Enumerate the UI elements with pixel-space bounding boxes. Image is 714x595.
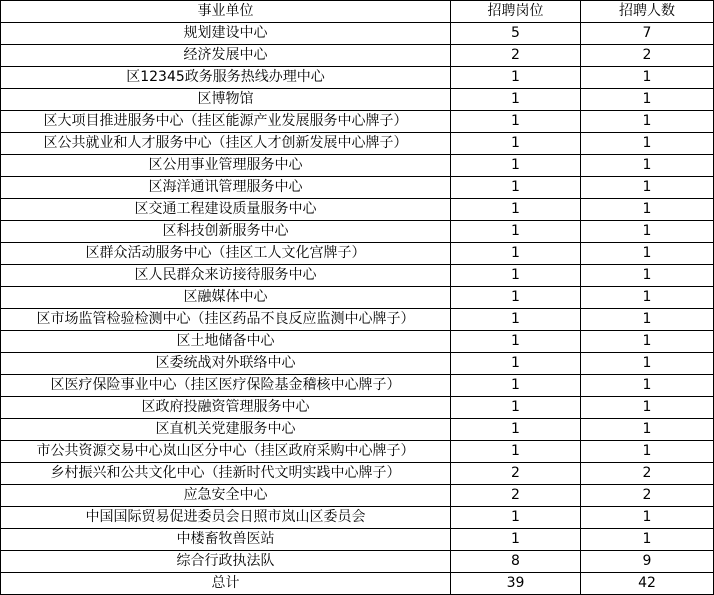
table-row: [1, 265, 714, 287]
cell-unit: 区公共就业和人才服务中心（挂区人才创新发展中心牌子）: [1, 133, 451, 155]
cell-positions: 2: [451, 463, 581, 485]
cell-unit: 区土地储备中心: [1, 331, 451, 353]
table-row: [1, 397, 714, 419]
table-total-row: [1, 573, 714, 595]
table-row: [1, 89, 714, 111]
cell-positions: 8: [451, 551, 581, 573]
table-row: [1, 287, 714, 309]
cell-count: 1: [581, 243, 714, 265]
cell-unit: 区公用事业管理服务中心: [1, 155, 451, 177]
table-row: [1, 243, 714, 265]
cell-count: 1: [581, 419, 714, 441]
cell-unit: 应急安全中心: [1, 485, 451, 507]
cell-positions: 1: [451, 397, 581, 419]
header-positions: 招聘岗位: [451, 1, 581, 23]
table-row: [1, 221, 714, 243]
cell-unit: 区融媒体中心: [1, 287, 451, 309]
cell-count: 1: [581, 507, 714, 529]
cell-unit: 区海洋通讯管理服务中心: [1, 177, 451, 199]
cell-positions: 1: [451, 67, 581, 89]
table-row: [1, 67, 714, 89]
cell-count: 1: [581, 375, 714, 397]
table-row: [1, 529, 714, 551]
cell-count: 1: [581, 353, 714, 375]
cell-unit: 市公共资源交易中心岚山区分中心（挂区政府采购中心牌子）: [1, 441, 451, 463]
cell-positions: 1: [451, 353, 581, 375]
cell-positions: 1: [451, 155, 581, 177]
cell-count: 1: [581, 309, 714, 331]
table-row: [1, 507, 714, 529]
cell-unit: 区科技创新服务中心: [1, 221, 451, 243]
table-header-row: [1, 1, 714, 23]
table-row: [1, 309, 714, 331]
table-row: [1, 133, 714, 155]
cell-unit: 综合行政执法队: [1, 551, 451, 573]
header-count: 招聘人数: [581, 1, 714, 23]
cell-unit: 区12345政务服务热线办理中心: [1, 67, 451, 89]
cell-count: 7: [581, 23, 714, 45]
cell-unit: 区博物馆: [1, 89, 451, 111]
table-row: [1, 45, 714, 67]
cell-positions: 1: [451, 133, 581, 155]
cell-positions: 1: [451, 89, 581, 111]
cell-unit: 乡村振兴和公共文化中心（挂新时代文明实践中心牌子）: [1, 463, 451, 485]
cell-count: 1: [581, 133, 714, 155]
cell-positions: 1: [451, 199, 581, 221]
cell-unit: 规划建设中心: [1, 23, 451, 45]
table-row: [1, 375, 714, 397]
cell-unit: 区政府投融资管理服务中心: [1, 397, 451, 419]
cell-positions: 1: [451, 265, 581, 287]
table-row: [1, 199, 714, 221]
cell-positions: 1: [451, 375, 581, 397]
cell-positions: 1: [451, 331, 581, 353]
table-row: [1, 419, 714, 441]
cell-count: 9: [581, 551, 714, 573]
cell-count: 1: [581, 331, 714, 353]
cell-unit: 区群众活动服务中心（挂区工人文化宫牌子）: [1, 243, 451, 265]
cell-count: 1: [581, 111, 714, 133]
table-row: [1, 111, 714, 133]
cell-count: 1: [581, 397, 714, 419]
total-count: 42: [581, 573, 714, 595]
cell-count: 1: [581, 67, 714, 89]
cell-unit: 区医疗保险事业中心（挂区医疗保险基金稽核中心牌子）: [1, 375, 451, 397]
cell-unit: 中楼畜牧兽医站: [1, 529, 451, 551]
cell-count: 1: [581, 199, 714, 221]
header-unit: 事业单位: [1, 1, 451, 23]
cell-positions: 1: [451, 221, 581, 243]
cell-count: 2: [581, 45, 714, 67]
table-row: [1, 485, 714, 507]
cell-positions: 2: [451, 45, 581, 67]
cell-count: 1: [581, 529, 714, 551]
cell-unit: 区大项目推进服务中心（挂区能源产业发展服务中心牌子）: [1, 111, 451, 133]
cell-count: 1: [581, 177, 714, 199]
cell-count: 2: [581, 485, 714, 507]
total-label: 总计: [1, 573, 451, 595]
cell-count: 1: [581, 89, 714, 111]
cell-unit: 区委统战对外联络中心: [1, 353, 451, 375]
cell-positions: 1: [451, 177, 581, 199]
cell-positions: 1: [451, 419, 581, 441]
table-row: [1, 155, 714, 177]
table-row: [1, 331, 714, 353]
cell-positions: 1: [451, 441, 581, 463]
table-body: [1, 23, 714, 573]
cell-count: 1: [581, 221, 714, 243]
cell-positions: 2: [451, 485, 581, 507]
cell-positions: 1: [451, 243, 581, 265]
cell-unit: 区交通工程建设质量服务中心: [1, 199, 451, 221]
cell-count: 1: [581, 265, 714, 287]
cell-count: 1: [581, 441, 714, 463]
cell-positions: 1: [451, 287, 581, 309]
total-positions: 39: [451, 573, 581, 595]
table-row: [1, 441, 714, 463]
table-row: [1, 23, 714, 45]
cell-positions: 1: [451, 309, 581, 331]
cell-count: 1: [581, 287, 714, 309]
cell-positions: 1: [451, 111, 581, 133]
table-row: [1, 463, 714, 485]
cell-count: 2: [581, 463, 714, 485]
cell-count: 1: [581, 155, 714, 177]
cell-unit: 区市场监管检验检测中心（挂区药品不良反应监测中心牌子）: [1, 309, 451, 331]
table-row: [1, 177, 714, 199]
cell-unit: 区人民群众来访接待服务中心: [1, 265, 451, 287]
cell-unit: 区直机关党建服务中心: [1, 419, 451, 441]
cell-unit: 中国国际贸易促进委员会日照市岚山区委员会: [1, 507, 451, 529]
table-row: [1, 353, 714, 375]
table-row: [1, 551, 714, 573]
cell-positions: 5: [451, 23, 581, 45]
cell-positions: 1: [451, 507, 581, 529]
cell-positions: 1: [451, 529, 581, 551]
cell-unit: 经济发展中心: [1, 45, 451, 67]
